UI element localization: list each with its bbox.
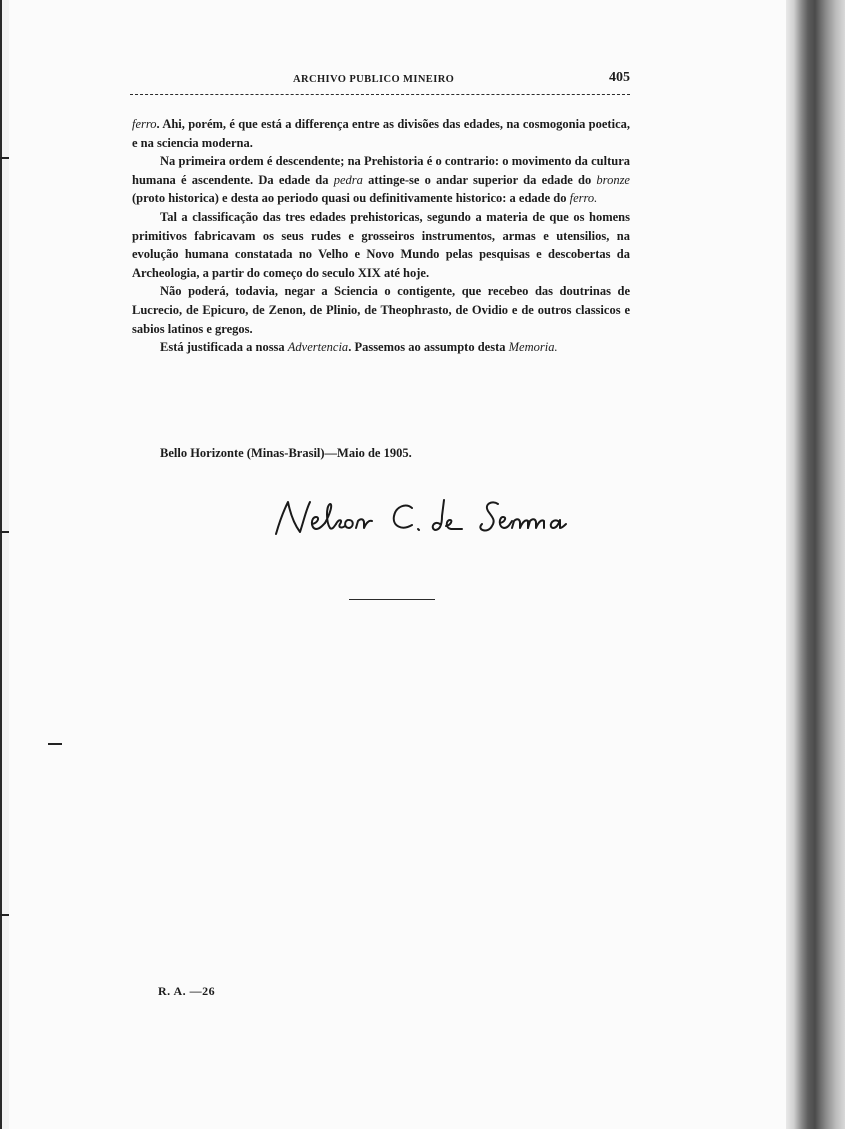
- dateline: Bello Horizonte (Minas-Brasil)—Maio de 1905.: [160, 446, 412, 460]
- handwritten-signature: [270, 490, 580, 550]
- paragraph: [132, 338, 630, 357]
- italic-term: Memoria.: [508, 340, 558, 355]
- body-text: [132, 115, 630, 357]
- paragraph-text: (proto historica) e desta ao periodo quasi ou definitivamente historico: a edade do: [132, 191, 570, 206]
- scan-edge-mark: [0, 157, 9, 159]
- italic-term: Advertencia: [287, 340, 349, 355]
- paragraph: [132, 282, 630, 338]
- paragraph-text: . Passemos ao assumpto desta: [348, 340, 509, 355]
- scan-left-edge: [0, 0, 9, 1129]
- paragraph-text: . Ahi, porém, é que está a differença entre as divisões das edades, na cosmogonia poetica, e na sciencia moderna.: [132, 117, 630, 150]
- running-title: ARCHIVO PUBLICO MINEIRO: [293, 74, 455, 85]
- paragraph: [132, 115, 630, 152]
- scan-edge-mark: [0, 531, 9, 533]
- paragraph-text: Tal a classificação das tres edades prehistoricas, segundo a materia de que os homens primitivos fabricavam os seus rudes e grosseiros instrumentos, armas e utensilios, na evolução humana constatada no Velho e Novo Mundo pelas pesquisas e descobertas da Archeologia, a partir do começo do seculo XIX até hoje.: [132, 209, 630, 280]
- italic-term: pedra: [333, 172, 363, 187]
- header-rule: [130, 94, 630, 95]
- scan-edge-mark: [0, 914, 9, 916]
- italic-term: ferro.: [569, 191, 598, 206]
- paragraph-text: Na primeira ordem é descendente; na Prehistoria é o contrario: o movimento da cultura humana é ascendente. Da edade da: [132, 154, 630, 187]
- italic-term: ferro: [132, 117, 157, 131]
- closing-rule: [349, 599, 435, 600]
- printer-signature-mark: R. A. —26: [158, 984, 216, 998]
- page-header: [130, 70, 630, 92]
- italic-term: bronze: [596, 172, 630, 187]
- paragraph-text: Não poderá, todavia, negar a Sciencia o contigente, que recebeo das doutrinas de Lucrecio, de Epicuro, de Zenon, de Plinio, de Theophrasto, de Ovidio e de outros classicos e sabios latinos e gregos.: [132, 284, 630, 336]
- paragraph-text: Está justificada a nossa: [160, 340, 288, 355]
- book-spine-shadow: [786, 0, 845, 1129]
- paragraph: [132, 208, 630, 282]
- scan-speck: [48, 743, 62, 745]
- page-number: 405: [609, 70, 630, 85]
- paragraph: [132, 152, 630, 208]
- paragraph-text: attinge-se o andar superior da edade do: [362, 172, 597, 187]
- author-signature: [270, 490, 580, 550]
